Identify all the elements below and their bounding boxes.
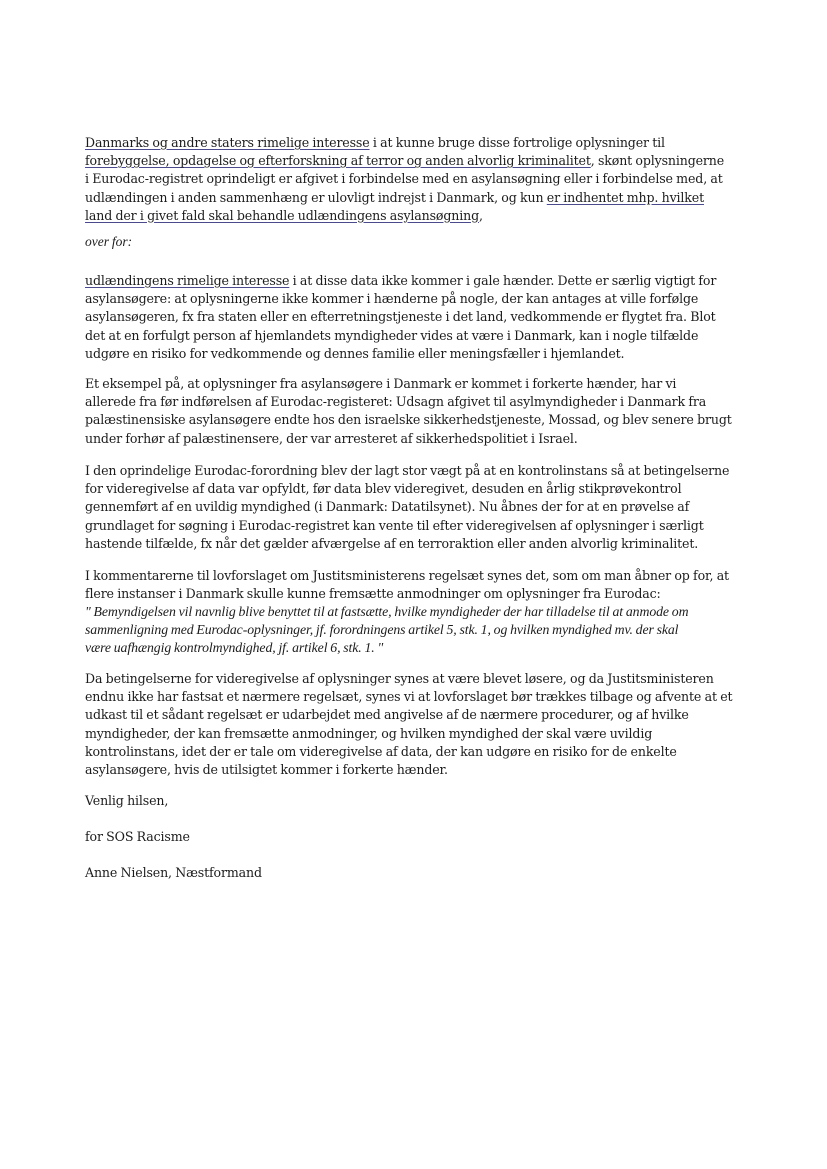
- text-run: for videregivelse af data var opfyldt, før data blev videregivet, desuden en årlig stikprøvekontrol: [85, 481, 682, 497]
- text-line: [85, 639, 730, 657]
- text-run: udgøre en risiko for vedkommende og dennes familie eller meningsfæller i hjemlandet.: [85, 345, 625, 361]
- text-line: [85, 345, 730, 363]
- text-run: myndigheder, der kan fremsætte anmodninger, og hvilken myndighed der skal være uvildig: [85, 725, 653, 741]
- underlined-phrase: er indhentet mhp. hvilket: [546, 189, 704, 205]
- text-line: [85, 706, 730, 724]
- text-run: allerede fra før indførelsen af Eurodac-registeret: Udsagn afgivet til asylmyndigheder i Danmark fra: [85, 394, 707, 410]
- text-run: sammenligning med Eurodac-oplysninger, jf. forordningens artikel 5, stk. 1, og hvilken myndighed mv. der skal: [85, 622, 679, 638]
- text-run: hastende tilfælde, fx når det gælder afværgelse af en terroraktion eller anden alvorlig kriminalitet.: [85, 535, 699, 551]
- text-run: ,: [478, 207, 483, 223]
- text-run: asylansøgeren, fx fra staten eller en efterretningstjeneste i det land, vedkommende er flygtet fra. Blot: [85, 309, 716, 325]
- text-run: det at en forfulgt person af hjemlandets myndigheder vides at være i Danmark, kan i nogle tilfælde: [85, 327, 699, 343]
- text-line: [85, 134, 730, 152]
- underlined-phrase: forebyggelse, opdagelse og efterforskning af terror og anden alvorlig kriminalitet: [85, 153, 591, 169]
- text-line: [85, 290, 730, 308]
- text-run: flere instanser i Danmark skulle kunne fremsætte anmodninger om oplysninger fra Eurodac:: [85, 586, 661, 602]
- text-run: I kommentarerne til lovforslaget om Justitsministerens regelsæt synes det, som om man åbner op for, at: [85, 568, 729, 583]
- text-line: [85, 170, 730, 188]
- text-line: [85, 430, 730, 448]
- text-line: [85, 462, 730, 480]
- text-line: [85, 272, 730, 290]
- text-run: palæstinensiske asylansøgere endte hos den israelske sikkerhedstjeneste, Mossad, og blev senere brugt: [85, 412, 732, 428]
- text-run: udkast til et sådant regelsæt er udarbejdet med angivelse af de nærmere procedurer, og af hvilke: [85, 707, 689, 723]
- text-run: , skønt oplysningerne: [590, 153, 725, 169]
- text-run: i at kunne bruge disse fortrolige oplysninger til: [369, 135, 665, 150]
- text-run: Da betingelserne for videregivelse af oplysninger synes at være blevet løsere, og da Justitsministeren: [85, 671, 714, 686]
- text-line: [85, 585, 730, 603]
- text-line: [85, 743, 730, 761]
- text-run: i at disse data ikke kommer i gale hænder. Dette er særlig vigtigt for: [289, 273, 717, 288]
- text-line: [85, 670, 730, 688]
- text-run: grundlaget for søgning i Eurodac-registret kan vente til efter videregivelsen af oplysninger i særligt: [85, 517, 704, 533]
- text-line: [85, 761, 730, 779]
- text-line: [85, 189, 730, 207]
- text-run: endnu ikke har fastsat et nærmere regelsæt, synes vi at lovforslaget bør trækkes tilbage og afvente at et: [85, 689, 733, 705]
- text-run: asylansøgere, hvis de utilsigtet kommer i forkerte hænder.: [85, 762, 448, 778]
- text-run: udlændingen i anden sammenhæng er ulovligt indrejst i Danmark, og kun: [85, 189, 547, 205]
- text-run: i Eurodac-registret oprindeligt er afgivet i forbindelse med en asylansøgning eller i forbindelse med, at: [85, 171, 723, 187]
- text-run: Et eksempel på, at oplysninger fra asylansøgere i Danmark er kommet i forkerte hænder, har vi: [85, 376, 677, 391]
- text-line: [85, 375, 730, 393]
- text-run: kontrolinstans, idet der er tale om videregivelse af data, der kan udgøre en risiko for de enkelte: [85, 743, 677, 759]
- text-line: [85, 535, 730, 553]
- text-line: [85, 498, 730, 516]
- text-line: [85, 621, 730, 639]
- text-line: [85, 411, 730, 429]
- text-line: [85, 393, 730, 411]
- paragraph-commentary: [85, 567, 730, 603]
- closing-greeting: Venlig hilsen,: [85, 793, 169, 808]
- paragraph-regulation: [85, 462, 730, 553]
- text-line: [85, 152, 730, 170]
- paragraph-interests: [85, 134, 730, 225]
- text-line: [85, 308, 730, 326]
- paragraph-example: [85, 375, 730, 448]
- text-line: [85, 327, 730, 345]
- paragraph-foreigner-interest: [85, 272, 730, 363]
- text-line: [85, 688, 733, 706]
- text-line: [85, 517, 730, 535]
- text-run: være uafhængig kontrolmyndighed, jf. artikel 6, stk. 1. ": [85, 640, 384, 656]
- underlined-phrase: Danmarks og andre staters rimelige interesse: [85, 135, 370, 150]
- text-line: [85, 725, 730, 743]
- text-run: asylansøgere: at oplysningerne ikke kommer i hænderne på nogle, der kan antages at ville forfølge: [85, 291, 699, 307]
- signer-name: Anne Nielsen, Næstformand: [85, 865, 262, 880]
- text-line: [85, 480, 730, 498]
- text-run: I den oprindelige Eurodac-forordning blev der lagt stor vægt på at en kontrolinstans så at betingelserne: [85, 463, 730, 478]
- organization-line: for SOS Racisme: [85, 829, 190, 844]
- text-run: under forhør af palæstinensere, der var arresteret af sikkerhedspolitiet i Israel.: [85, 430, 578, 446]
- text-line: [85, 567, 730, 585]
- underlined-phrase: udlændingens rimelige interesse: [85, 273, 290, 288]
- text-line: [85, 207, 730, 225]
- text-run: " Bemyndigelsen vil navnlig blive benyttet til at fastsætte, hvilke myndigheder der har tilladelse til at anmode om: [85, 604, 689, 619]
- text-run: gennemført af en uvildig myndighed (i Danmark: Datatilsynet). Nu åbnes der for at en prøvelse af: [85, 499, 690, 515]
- text-line: [85, 603, 730, 621]
- paragraph-conclusion: [85, 670, 733, 779]
- quoted-commentary: [85, 603, 730, 658]
- over-for-label: over for:: [85, 234, 133, 249]
- underlined-phrase: land der i givet fald skal behandle udlændingens asylansøgning: [85, 207, 479, 223]
